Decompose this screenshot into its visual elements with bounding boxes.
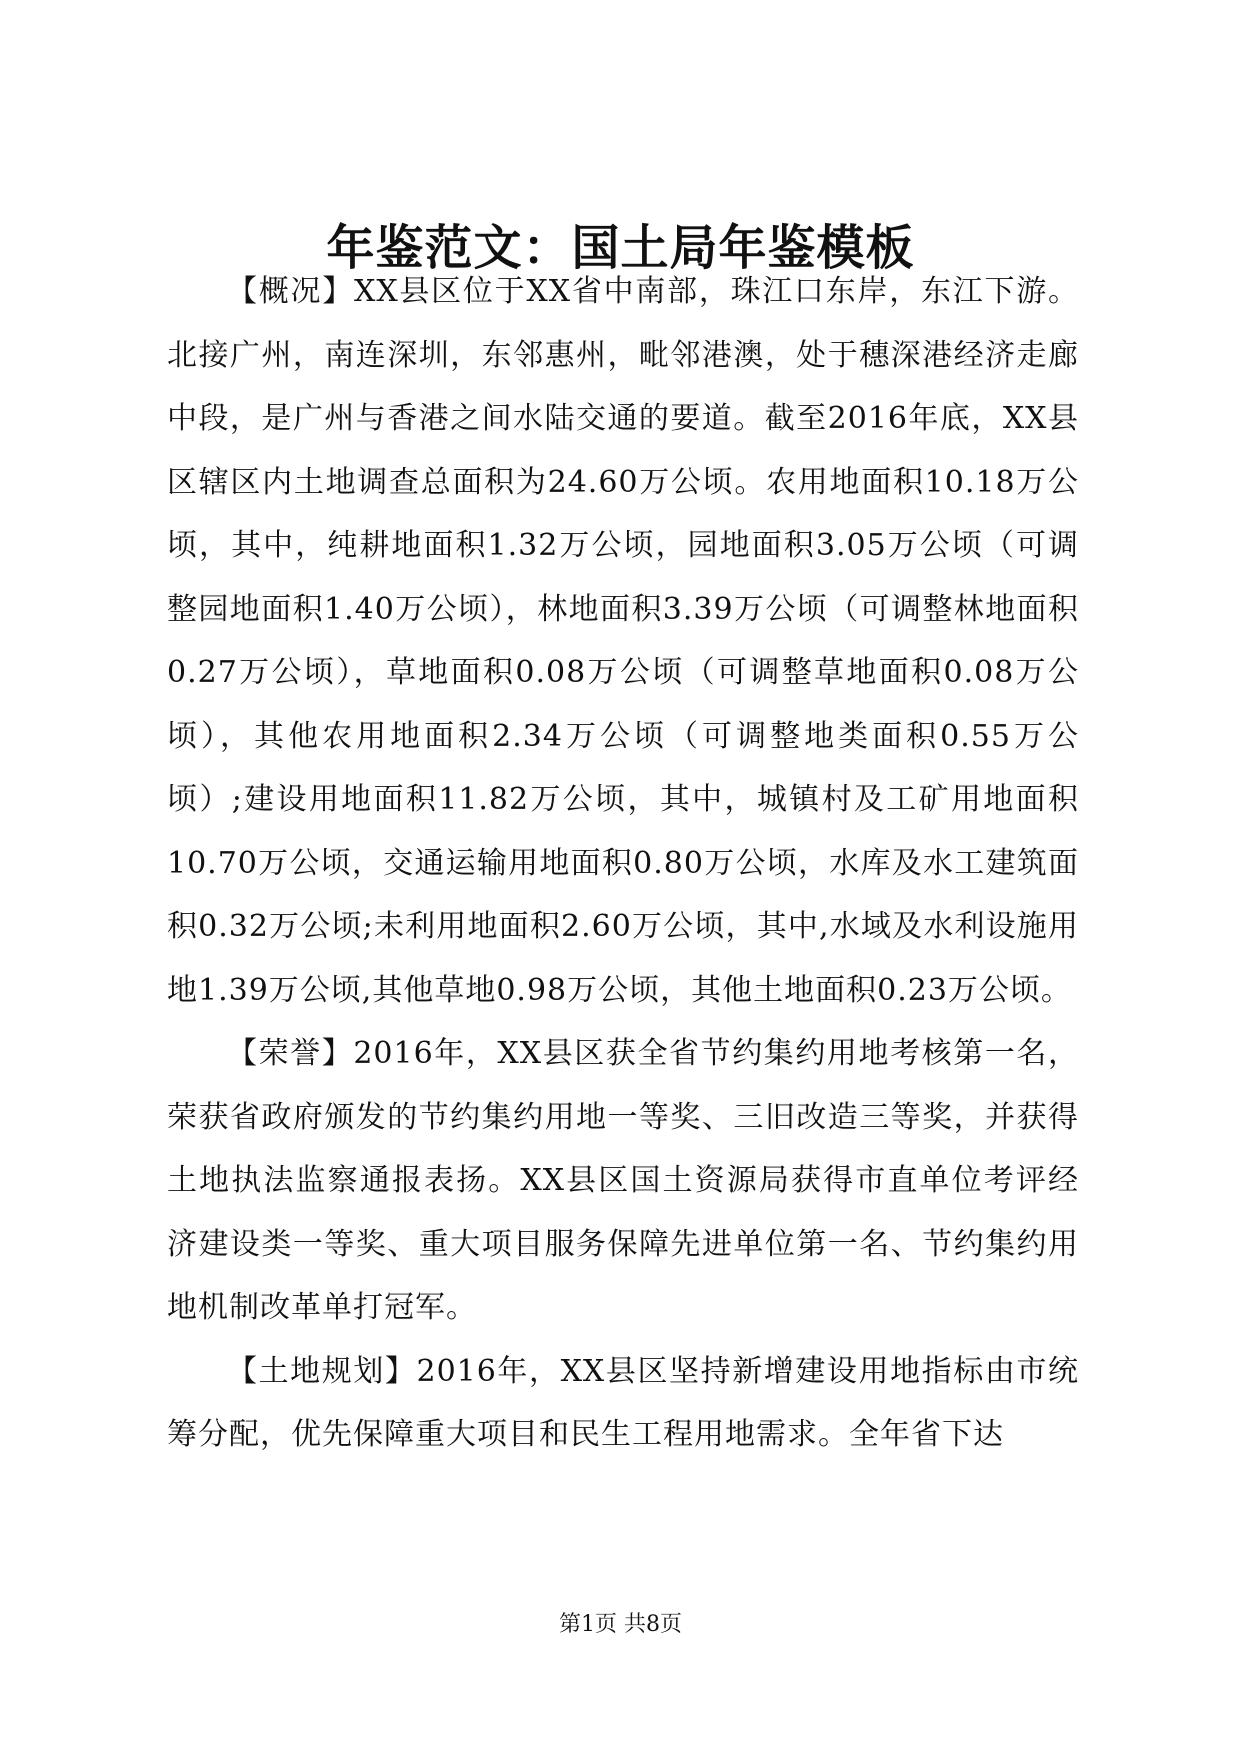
paragraph-honors: 【荣誉】2016年，XX县区获全省节约集约用地考核第一名，荣获省政府颁发的节约集约用地一等奖、三旧改造三等奖，并获得土地执法监察通报表扬。XX县区国土资源局获得市直单位考评经济建设类一等奖、重大项目服务保障先进单位第一名、节约集约用地机制改革单打冠军。 (167, 1036, 1079, 1325)
paragraph-land-planning: 【土地规划】2016年，XX县区坚持新增建设用地指标由市统筹分配，优先保障重大项目和民生工程用地需求。全年省下达 (167, 1353, 1079, 1452)
document-title: 年鉴范文：国土局年鉴模板 (326, 220, 915, 276)
paragraph-overview: 【概况】XX县区位于XX省中南部，珠江口东岸，东江下游。北接广州，南连深圳，东邻惠州，毗邻港澳，处于穗深港经济走廊中段，是广州与香港之间水陆交通的要道。截至2016年底，XX县区辖区内土地调查总面积为24.60万公顷。农用地面积10.18万公顷，其中，纯耕地面积1.32万公顷，园地面积3.05万公顷（可调整园地面积1.40万公顷），林地面积3.39万公顷（可调整林地面积0.27万公顷），草地面积0.08万公顷（可调整草地面积0.08万公顷），其他农用地面积2.34万公顷（可调整地类面积0.55万公顷）;建设用地面积11.82万公顷，其中，城镇村及工矿用地面积10.70万公顷，交通运输用地面积0.80万公顷，水库及水工建筑面积0.32万公顷;未利用地面积2.60万公顷，其中,水域及水利设施用地1.39万公顷,其他草地0.98万公顷，其他土地面积0.23万公顷。 (167, 274, 1079, 1008)
document-body (167, 260, 1079, 1467)
page-footer: 第1页 共8页 (559, 1612, 682, 1637)
